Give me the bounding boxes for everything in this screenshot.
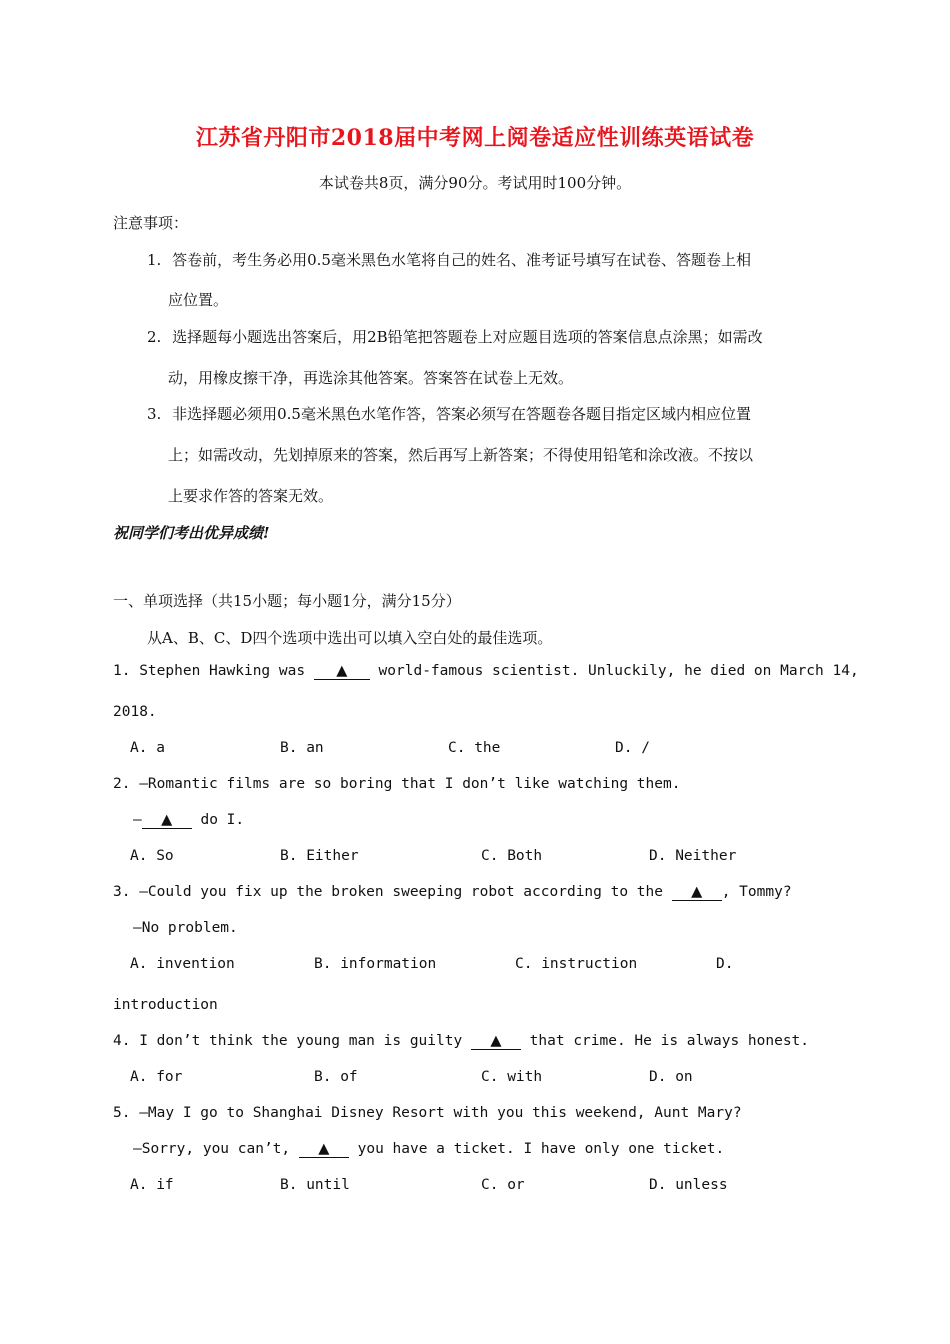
- option-d: D. unless: [649, 1177, 728, 1193]
- question-3: [113, 884, 792, 901]
- question-number: 5.: [113, 1105, 131, 1121]
- exam-info: 本试卷共8页，满分90分。考试用时100分钟。: [318, 174, 632, 192]
- option-b: B. until: [280, 1177, 350, 1193]
- question-text: that crime. He is always honest.: [520, 1033, 810, 1049]
- option-b: B. Either: [280, 848, 359, 864]
- notice-text: 答卷前，考生务必用0.5毫米黑色水笔将自己的姓名、准考证号填写在试卷、答题卷上相: [172, 251, 751, 269]
- notice-text: 非选择题必须用0.5毫米黑色水笔作答，答案必须写在答题卷各题目指定区域内相应位置: [172, 405, 751, 423]
- notice-text-cont: 动，用橡皮擦干净，再选涂其他答案。答案答在试卷上无效。: [168, 369, 574, 387]
- question-1: [113, 663, 859, 680]
- notice-number: 1.: [147, 251, 162, 269]
- question-text: —Sorry, you can’t,: [133, 1141, 299, 1157]
- option-c: C. instruction: [515, 956, 638, 972]
- option-b: B. an: [280, 740, 324, 756]
- notice-text-cont: 应位置。: [168, 291, 229, 309]
- question-text: —Romantic films are so boring that I don’t like watching them.: [139, 776, 681, 792]
- notice-text-cont: 上要求作答的答案无效。: [168, 487, 334, 505]
- answer-blank: ▲: [299, 1141, 349, 1158]
- question-text-cont: 2018.: [113, 704, 157, 720]
- question-text: world-famous scientist. Unluckily, he died on March 14,: [369, 663, 859, 679]
- option-a: A. for: [130, 1069, 183, 1085]
- question-text: —May I go to Shanghai Disney Resort with you this weekend, Aunt Mary?: [139, 1105, 742, 1121]
- question-text: you have a ticket. I have only one ticket.: [348, 1141, 725, 1157]
- notice-item-1: [147, 249, 751, 270]
- question-4: [113, 1033, 809, 1050]
- question-response: —No problem.: [133, 920, 238, 936]
- option-a: A. invention: [130, 956, 235, 972]
- answer-blank: ▲: [672, 884, 722, 901]
- notice-number: 2.: [147, 328, 162, 346]
- question-text: Stephen Hawking was: [139, 663, 314, 679]
- notice-heading: 注意事项：: [113, 214, 189, 232]
- option-c: C. Both: [481, 848, 543, 864]
- question-number: 4.: [113, 1033, 131, 1049]
- question-2: [113, 776, 680, 792]
- option-d: D.: [716, 956, 734, 972]
- option-c: C. or: [481, 1177, 525, 1193]
- notice-item-3: [147, 403, 751, 424]
- question-text: —Could you fix up the broken sweeping robot according to the: [139, 884, 672, 900]
- question-text: —: [133, 812, 142, 828]
- notice-text-cont: 上；如需改动，先划掉原来的答案，然后再写上新答案；不得使用铅笔和涂改液。不按以: [168, 446, 754, 464]
- option-a: A. a: [130, 740, 165, 756]
- question-text: , Tommy?: [721, 884, 792, 900]
- option-a: A. So: [130, 848, 174, 864]
- option-c: C. the: [448, 740, 501, 756]
- question-response: [133, 812, 244, 829]
- section-instruction: 从A、B、C、D四个选项中选出可以填入空白处的最佳选项。: [147, 629, 553, 647]
- notice-text: 选择题每小题选出答案后，用2B铅笔把答题卷上对应题目选项的答案信息点涂黑；如需改: [172, 328, 763, 346]
- notice-number: 3.: [147, 405, 162, 423]
- question-number: 1.: [113, 663, 131, 679]
- option-b: B. information: [314, 956, 437, 972]
- option-b: B. of: [314, 1069, 358, 1085]
- notice-item-2: [147, 326, 763, 347]
- question-number: 2.: [113, 776, 131, 792]
- option-d-text: introduction: [113, 997, 218, 1013]
- answer-blank: ▲: [471, 1033, 521, 1050]
- option-d: D. Neither: [649, 848, 737, 864]
- answer-blank: ▲: [314, 663, 370, 680]
- question-text: I don’t think the young man is guilty: [139, 1033, 471, 1049]
- option-d: D. on: [649, 1069, 693, 1085]
- question-text: do I.: [191, 812, 245, 828]
- answer-blank: ▲: [142, 812, 192, 829]
- question-number: 3.: [113, 884, 131, 900]
- good-luck-message: 祝同学们考出优异成绩!: [113, 524, 270, 542]
- question-response: [133, 1141, 724, 1158]
- page-title: 江苏省丹阳市2018届中考网上阅卷适应性训练英语试卷: [195, 125, 755, 151]
- option-a: A. if: [130, 1177, 174, 1193]
- option-d: D. /: [615, 740, 650, 756]
- section-heading: 一、单项选择（共15小题；每小题1分，满分15分）: [113, 592, 461, 610]
- option-c: C. with: [481, 1069, 543, 1085]
- question-5: [113, 1105, 742, 1121]
